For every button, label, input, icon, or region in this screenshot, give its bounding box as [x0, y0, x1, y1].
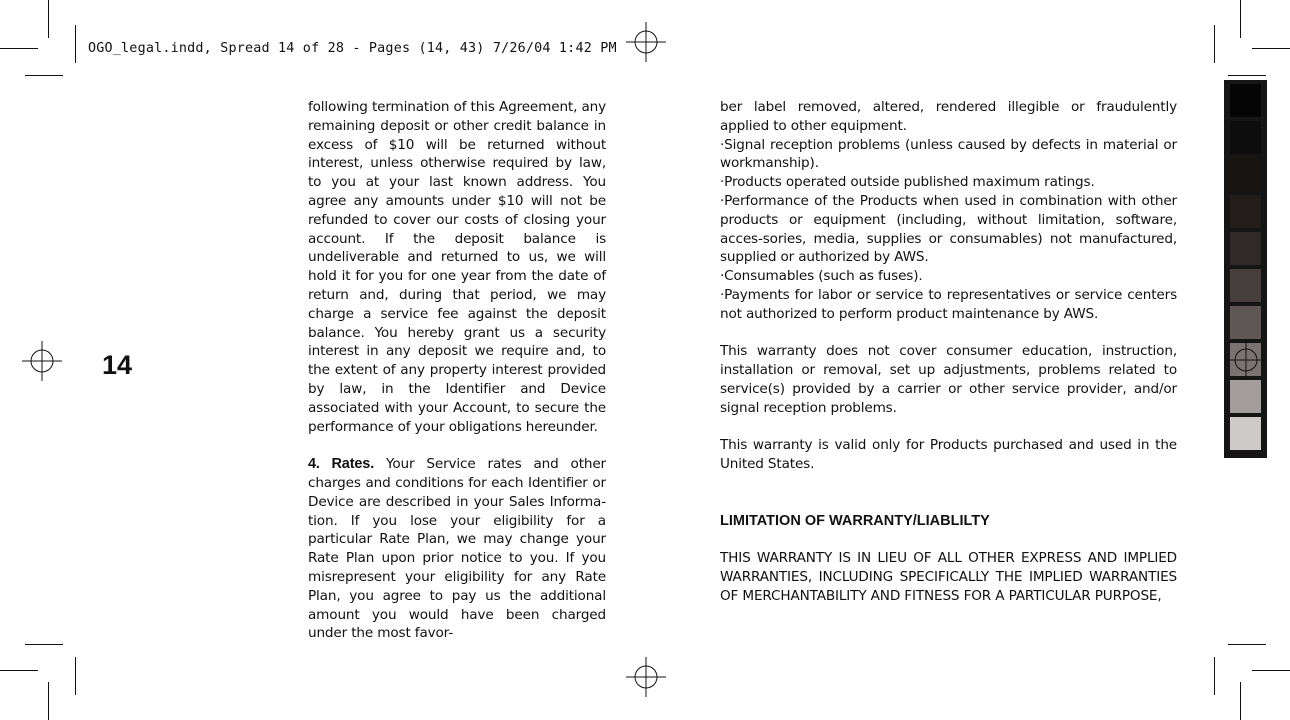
bullet-item: ·Performance of the Products when used in combination with other products or equipment (including, without limitation, software, acces-sories, media, supplies or consumables) not manufactured, supplied or authorized by AWS. — [720, 192, 1177, 266]
deposit-paragraph: following termination of this Agreement, any remaining deposit or other credit balance in excess of $10 will be returned without interest, unless otherwise required by law, to you at your last known address. You agree any amounts under $10 will not be refunded to cover our costs of closing your account. If the deposit balance is undeliverable and returned to us, we will hold it for you for one year from the date of return and, during that period, we may charge a service fee against the deposit balance. You hereby grant us a security interest in any deposit we require and, to the extent of any property interest provided by law, in the Identifier and Device associated with your Account, to secure the performance of your obligations hereunder. — [308, 99, 606, 435]
crop-mark-bottom-left-vertical-outer — [48, 682, 49, 720]
gray-swatch — [1230, 380, 1261, 413]
bullet-item: ·Consumables (such as fuses). — [720, 268, 923, 285]
crop-mark-bottom-left-horizontal — [25, 644, 63, 645]
gray-swatch — [1230, 269, 1261, 302]
crop-mark-bottom-right-vertical — [1214, 657, 1215, 695]
bullet-item: ·Signal reception problems (unless caused by defects in material or workmanship). — [720, 136, 1177, 172]
paragraph-spacer — [720, 324, 1177, 343]
gray-swatch — [1230, 195, 1261, 228]
left-text-column — [308, 98, 606, 643]
gray-swatch — [1230, 121, 1261, 154]
paragraph-spacer — [308, 436, 606, 455]
rates-text: Your Service rates and other charges and conditions for each Identifier or Device are described in your Sales Informa-tion. If you lose your eligibility for a particular Rate Plan, we may change your Rate Plan upon prior notice to you. If you misrepresent your eligibility for any Rate Plan, you agree to pay us the additional amount you would have been charged under the most favor- — [308, 456, 606, 642]
rates-paragraph — [308, 455, 606, 643]
paragraph-spacer — [720, 418, 1177, 437]
crop-mark-top-left-vertical-inner — [75, 25, 76, 63]
right-text-column — [720, 98, 1177, 606]
gray-swatch — [1230, 84, 1261, 117]
crop-mark-top-right-horizontal-inner — [1228, 75, 1266, 76]
limitation-heading: LIMITATION OF WARRANTY/LIABLILTY — [720, 512, 990, 529]
registration-target-top-icon — [626, 22, 666, 62]
registration-target-right-icon — [1226, 340, 1266, 380]
paragraph-spacer — [720, 530, 1177, 549]
gray-swatch — [1230, 417, 1261, 450]
print-slug: OGO_legal.indd, Spread 14 of 28 - Pages (14, 43) 7/26/04 1:42 PM — [88, 41, 617, 56]
crop-mark-bottom-right-horizontal — [1228, 644, 1266, 645]
paragraph-spacer — [720, 493, 1177, 512]
crop-mark-top-left-horizontal — [0, 48, 38, 49]
registration-target-left-icon — [22, 341, 62, 381]
crop-mark-bottom-right-horizontal-outer — [1252, 670, 1290, 671]
crop-mark-bottom-left-horizontal-outer — [0, 670, 38, 671]
bullet-item: ·Payments for labor or service to representatives or service centers not authorized to perform product maintenance by AWS. — [720, 286, 1177, 322]
crop-mark-top-right-vertical-inner — [1214, 25, 1215, 63]
coverage-paragraph: This warranty does not cover consumer education, instruction, installation or removal, set up adjustments, problems related to service(s) provided by a carrier or other service provider, and/or signal reception problems. — [720, 343, 1177, 416]
crop-mark-bottom-right-vertical-outer — [1240, 682, 1241, 720]
continuation-text: ber label removed, altered, rendered illegible or fraudulently applied to other equipment. — [720, 99, 1177, 134]
caps-paragraph: THIS WARRANTY IS IN LIEU OF ALL OTHER EXPRESS AND IMPLIED WARRANTIES, INCLUDING SPECIFICALLY THE IMPLIED WARRANTIES OF MERCHANTABILITY AND FITNESS FOR A PARTICULAR PURPOSE, — [720, 550, 1177, 604]
gray-swatch — [1230, 158, 1261, 191]
gray-swatch — [1230, 232, 1261, 265]
crop-mark-bottom-left-vertical — [75, 657, 76, 695]
valid-paragraph: This warranty is valid only for Products purchased and used in the United States. — [720, 437, 1177, 473]
crop-mark-top-left-horizontal-inner — [25, 75, 63, 76]
bullet-item: ·Products operated outside published maximum ratings. — [720, 174, 1095, 191]
paragraph-spacer — [720, 474, 1177, 493]
rates-heading: 4. Rates. — [308, 456, 375, 473]
page-number: 14 — [102, 350, 133, 380]
registration-target-bottom-icon — [626, 657, 666, 697]
color-control-strip — [1224, 80, 1267, 458]
crop-mark-top-right-vertical — [1240, 0, 1241, 38]
crop-mark-top-right-horizontal — [1252, 48, 1290, 49]
crop-mark-top-left-vertical — [48, 0, 49, 38]
gray-swatch — [1230, 306, 1261, 339]
